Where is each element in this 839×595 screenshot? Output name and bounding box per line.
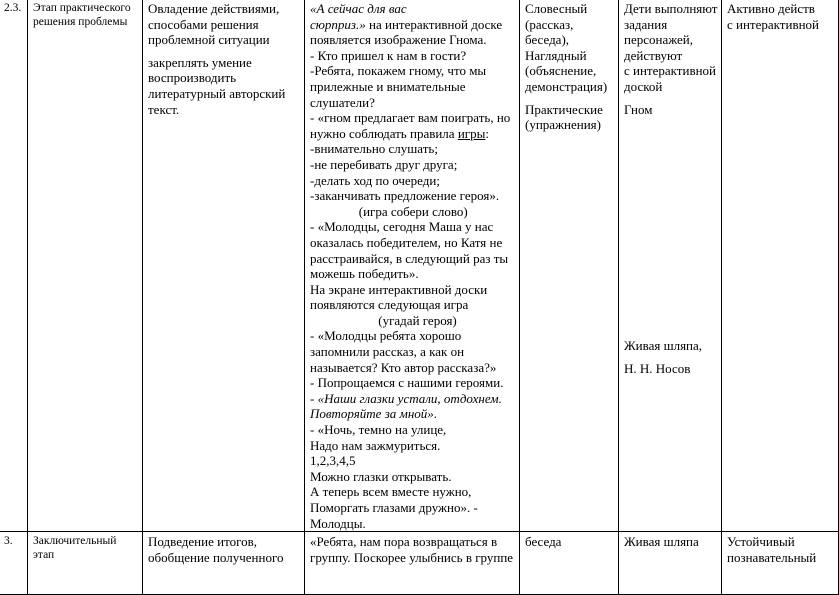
goal-line: текст. [148,101,180,117]
result-cell [722,0,839,532]
activity-line: персонажей, [624,32,694,48]
activity-line: Н. Н. Носов [624,360,691,376]
stage-name-line: Заключительный [33,535,117,548]
content-text: : [485,125,489,141]
content-cell [305,532,520,595]
stage-name-cell [28,0,143,532]
stage-number: 2.3. [4,2,22,14]
content-line: - «Молодцы ребята хорошо [310,328,462,344]
content-line: -внимательно слушать; [310,141,438,157]
content-line: А теперь всем вместе нужно, [310,484,472,500]
goal-line: закреплять умение [148,54,252,70]
children-activity-cell [619,532,722,595]
content-line: «Ребята, нам пора возвращаться в [310,534,498,550]
content-line [310,17,515,33]
content-line: появляются следующая игра [310,297,469,313]
content-line: (игра собери слово) [310,203,468,219]
stage-name-cell [28,532,143,595]
content-line: группу. Поскорее улыбнись в группе [310,549,514,565]
stage-number-cell [0,532,28,595]
content-line: запомнили рассказ, а как он [310,344,465,360]
method-line: беседа), [525,32,570,48]
methods-cell [520,0,619,532]
result-cell [722,532,839,595]
activity-line: действуют [624,47,683,63]
content-italic: «Наши глазки устали, отдохнем. [317,390,502,406]
activity-line: Гном [624,101,653,117]
content-line: Можно глазки открывать. [310,468,452,484]
content-line: расстраивайся, в следующий раз ты [310,250,509,266]
stage-name-line: Этап практического [33,2,131,14]
underlined-word: игры [457,125,486,141]
content-line [310,126,515,142]
method-line: (упражнения) [525,117,601,133]
goal-line: обобщение полученного [148,549,284,565]
content-line: прилежные и внимательные [310,78,466,94]
method-line: Наглядный [525,47,587,63]
methods-cell [520,532,619,595]
stage-number-cell [0,0,28,532]
result-line: с интерактивной [727,16,819,32]
result-line: познавательный [727,549,817,565]
method-line: демонстрация) [525,78,608,94]
content-line: 1,2,3,4,5 [310,453,356,469]
goals-cell [143,0,305,532]
method-line: (объяснение, [525,63,597,79]
content-line: На экране интерактивной доски [310,281,488,297]
method-line: Словесный [525,1,588,16]
content-line: (угадай героя) [310,312,457,328]
content-line: - «Ночь, темно на улице, [310,422,447,438]
method-line: беседа [525,534,562,550]
activity-line: Живая шляпа, [624,338,703,354]
children-activity-cell [619,0,722,532]
content-line: появляется изображение Гнома. [310,32,487,48]
activity-line: Живая шляпа [624,534,699,550]
goal-line: способами решения [148,16,259,32]
content-line: Молодцы. [310,515,366,531]
stage-number: 3. [4,535,13,548]
result-line: Устойчивый [727,534,795,550]
content-text: на интерактивной доске [365,16,503,32]
content-line: называется? Кто автор рассказа?» [310,359,497,375]
content-line: - Попрощаемся с нашими героями. [310,375,504,391]
method-line: (рассказ, [525,16,574,32]
method-line: Практические [525,101,603,117]
content-line [310,406,515,422]
content-text: нужно соблюдать правила [310,125,458,141]
goal-line: Подведение итогов, [148,534,257,550]
content-line: -Ребята, покажем гному, что мы [310,63,487,79]
content-italic: сюрприз.» [310,16,366,32]
goal-line: воспроизводить [148,70,237,86]
content-line: оказалась победителем, но Катя не [310,234,503,250]
content-line: -не перебивать друг друга; [310,156,458,172]
content-line: - Кто пришел к нам в гости? [310,47,467,63]
activity-line: Дети выполняют [624,1,718,16]
content-line: -делать ход по очереди; [310,172,440,188]
content-line: слушатели? [310,94,375,110]
goals-cell [143,532,305,595]
content-line [310,391,515,407]
content-line: можешь победить». [310,266,419,282]
content-line: -заканчивать предложение героя». [310,188,500,204]
content-line: - «гном предлагает вам поиграть, но [310,110,511,126]
goal-line: проблемной ситуации [148,32,270,48]
goal-line: Овладение действиями, [148,1,280,16]
content-line: Надо нам зажмуриться. [310,437,441,453]
activity-line: задания [624,16,668,32]
content-cell [305,0,520,532]
result-line: Активно действ [727,1,815,16]
stage-name-line: решения проблемы [33,16,128,28]
goal-line: литературный авторский [148,85,286,101]
content-text: . [433,406,438,422]
content-line: Поморгать глазами дружно». - [310,500,478,515]
content-line: - «Молодцы, сегодня Маша у нас [310,219,494,235]
stage-name-line: этап [33,549,55,562]
content-italic: Повторяйте за мной» [310,406,434,422]
activity-line: с интерактивной [624,63,716,79]
table-row [0,532,839,595]
activity-line: доской [624,78,663,94]
content-line: «А сейчас для вас [310,1,407,16]
content-text: - [310,390,318,406]
